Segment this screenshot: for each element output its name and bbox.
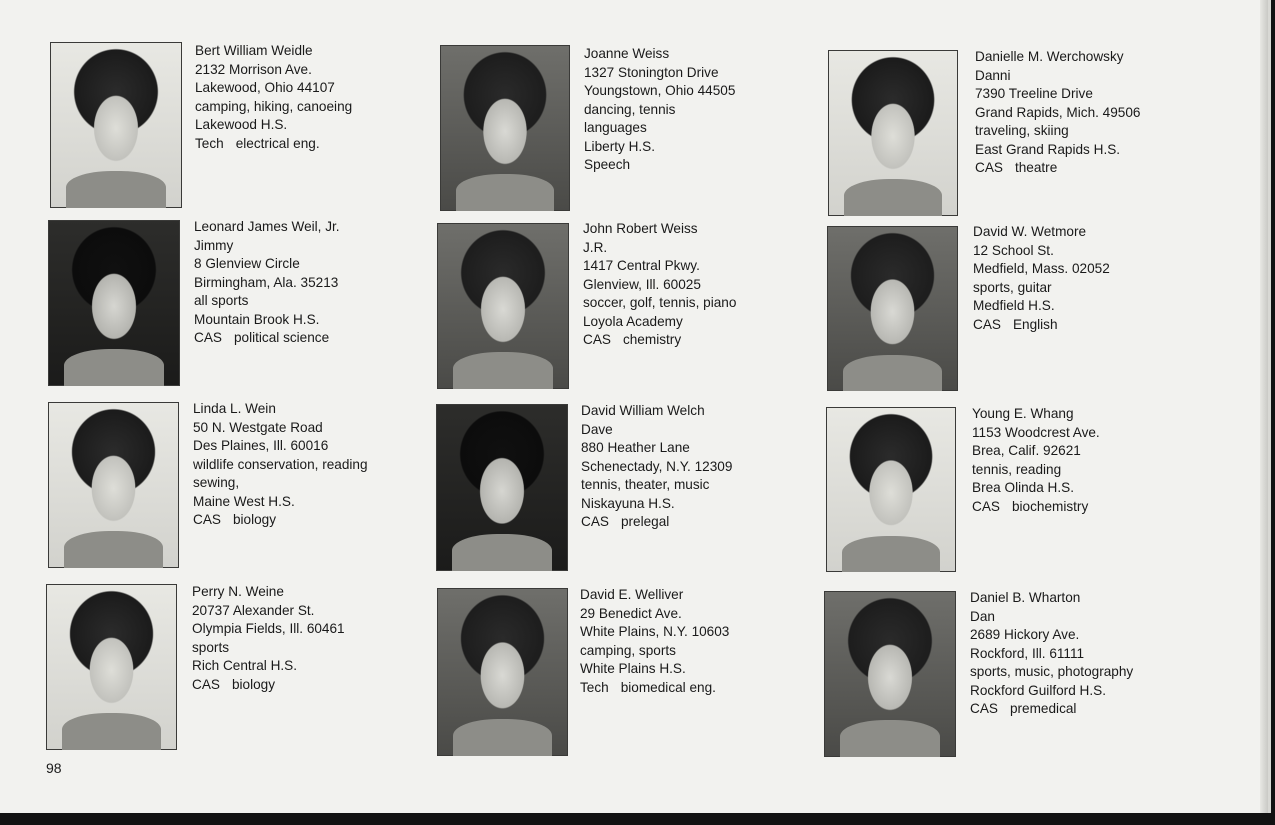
portrait-photo [437, 588, 568, 756]
city-line: Medfield, Mass. 02052 [973, 261, 1110, 276]
high-school: White Plains H.S. [580, 661, 686, 676]
school: CAS [581, 514, 609, 529]
school: Tech [195, 135, 224, 151]
activities-line: traveling, skiing [975, 123, 1069, 138]
major: Speech [584, 157, 631, 172]
city-line: Glenview, Ill. 60025 [583, 276, 701, 292]
student-name: Danielle M. Werchowsky [975, 49, 1124, 64]
school-major-line [970, 700, 1133, 719]
school-major-line [973, 316, 1110, 335]
portrait-photo [437, 223, 569, 389]
high-school: Liberty H.S. [584, 138, 656, 154]
student-entry [580, 586, 729, 697]
student-name: Leonard James Weil, Jr. [194, 219, 340, 234]
portrait-photo [826, 407, 956, 572]
address-line: 8 Glenview Circle [194, 256, 300, 271]
student-entry [973, 223, 1110, 334]
student-name: David E. Welliver [580, 587, 684, 602]
portrait-photo [824, 591, 956, 757]
address-line: 1417 Central Pkwy. [583, 258, 700, 273]
nickname: Jimmy [194, 237, 234, 253]
address-line: 50 N. Westgate Road [193, 419, 323, 435]
portrait-photo [436, 404, 568, 571]
school-major-line [580, 679, 729, 698]
nickname: Dave [581, 421, 613, 437]
address-line: 1327 Stonington Drive [584, 64, 719, 80]
nickname: J.R. [583, 239, 608, 255]
student-name: Young E. Whang [972, 406, 1074, 421]
school: CAS [970, 701, 998, 716]
city-line: Lakewood, Ohio 44107 [195, 80, 335, 95]
student-name: Linda L. Wein [193, 401, 276, 416]
high-school: Brea Olinda H.S. [972, 480, 1074, 495]
school: CAS [972, 498, 1000, 514]
student-name: David William Welch [581, 403, 705, 418]
city-line: Grand Rapids, Mich. 49506 [975, 104, 1141, 120]
city-line: Olympia Fields, Ill. 60461 [192, 621, 345, 636]
activities-line: camping, sports [580, 642, 676, 658]
student-name: Perry N. Weine [192, 584, 284, 599]
school-major-line [192, 676, 345, 695]
student-entry [194, 218, 340, 348]
major: electrical eng. [235, 135, 320, 151]
major: political science [233, 330, 330, 345]
activities-line: sports, guitar [973, 279, 1052, 295]
portrait-photo [50, 42, 182, 208]
activities-line: languages [584, 120, 647, 135]
high-school: Lakewood H.S. [195, 117, 288, 132]
portrait-photo [48, 220, 180, 386]
nickname: Dan [970, 608, 995, 624]
major: biochemistry [1011, 498, 1089, 514]
major: theatre [1014, 160, 1058, 175]
school-major-line [195, 135, 352, 154]
city-line: Schenectady, N.Y. 12309 [581, 458, 733, 474]
student-entry [195, 42, 352, 153]
student-entry [972, 405, 1100, 516]
student-entry [584, 45, 735, 175]
city-line: Youngstown, Ohio 44505 [584, 83, 736, 98]
school: CAS [973, 316, 1001, 332]
major: premedical [1009, 701, 1077, 716]
major: biomedical eng. [620, 679, 716, 695]
school-major-line [972, 498, 1100, 517]
high-school: Mountain Brook H.S. [194, 311, 320, 327]
activities-line: soccer, golf, tennis, piano [583, 295, 737, 310]
major: chemistry [622, 332, 682, 347]
student-name: Bert William Weidle [195, 43, 313, 58]
student-entry [193, 400, 368, 530]
activities-line: sports [192, 639, 230, 655]
address-line: 1153 Woodcrest Ave. [972, 424, 1100, 440]
school-major-line [975, 159, 1140, 178]
portrait-photo [46, 584, 177, 750]
portrait-photo [828, 50, 958, 216]
school: CAS [193, 512, 221, 527]
school-major-line [194, 329, 340, 348]
activities-line: tennis, reading [972, 461, 1062, 477]
student-entry [581, 402, 732, 532]
city-line: Rockford, Ill. 61111 [970, 645, 1085, 661]
school: CAS [194, 330, 222, 345]
student-name: John Robert Weiss [583, 221, 698, 236]
school: CAS [975, 160, 1003, 175]
school: CAS [192, 676, 220, 692]
school: Tech [580, 679, 609, 695]
city-line: Birmingham, Ala. 35213 [194, 274, 339, 290]
student-name: Daniel B. Wharton [970, 590, 1081, 605]
school-major-line [193, 511, 368, 530]
activities-line: camping, hiking, canoeing [195, 98, 353, 114]
high-school: Rich Central H.S. [192, 658, 298, 673]
student-entry [975, 48, 1140, 178]
high-school: Rockford Guilford H.S. [970, 682, 1106, 698]
student-name: Joanne Weiss [584, 46, 670, 61]
high-school: Niskayuna H.S. [581, 495, 675, 511]
high-school: Medfield H.S. [973, 298, 1055, 313]
activities-line: sewing, [193, 475, 240, 490]
address-line: 29 Benedict Ave. [580, 605, 682, 621]
student-entry [583, 220, 736, 350]
high-school: Maine West H.S. [193, 493, 295, 509]
major: biology [232, 512, 277, 527]
student-name: David W. Wetmore [973, 224, 1087, 239]
portrait-photo [440, 45, 570, 211]
page-edge [1260, 0, 1268, 813]
school-major-line [581, 513, 732, 532]
activities-line: wildlife conservation, reading [193, 456, 368, 472]
city-line: Des Plaines, Ill. 60016 [193, 438, 329, 453]
address-line: 12 School St. [973, 242, 1054, 258]
activities-line: tennis, theater, music [581, 477, 710, 492]
address-line: 20737 Alexander St. [192, 602, 315, 618]
city-line: Brea, Calif. 92621 [972, 443, 1081, 458]
activities-line: all sports [194, 293, 249, 308]
nickname: Danni [975, 67, 1011, 83]
address-line: 2132 Morrison Ave. [195, 61, 312, 77]
address-line: 7390 Treeline Drive [975, 86, 1093, 101]
major: English [1012, 316, 1058, 332]
major: prelegal [620, 514, 670, 529]
student-entry [192, 583, 345, 694]
address-line: 2689 Hickory Ave. [970, 627, 1080, 642]
activities-line: sports, music, photography [970, 664, 1134, 679]
portrait-photo [48, 402, 179, 568]
city-line: White Plains, N.Y. 10603 [580, 624, 730, 639]
major: biology [231, 676, 276, 692]
address-line: 880 Heather Lane [581, 440, 690, 455]
student-entry [970, 589, 1133, 719]
activities-line: dancing, tennis [584, 101, 676, 117]
school: CAS [583, 332, 611, 347]
school-major-line [583, 331, 736, 350]
portrait-photo [827, 226, 958, 391]
high-school: Loyola Academy [583, 313, 683, 329]
page-number: 98 [46, 760, 62, 776]
high-school: East Grand Rapids H.S. [975, 141, 1121, 157]
